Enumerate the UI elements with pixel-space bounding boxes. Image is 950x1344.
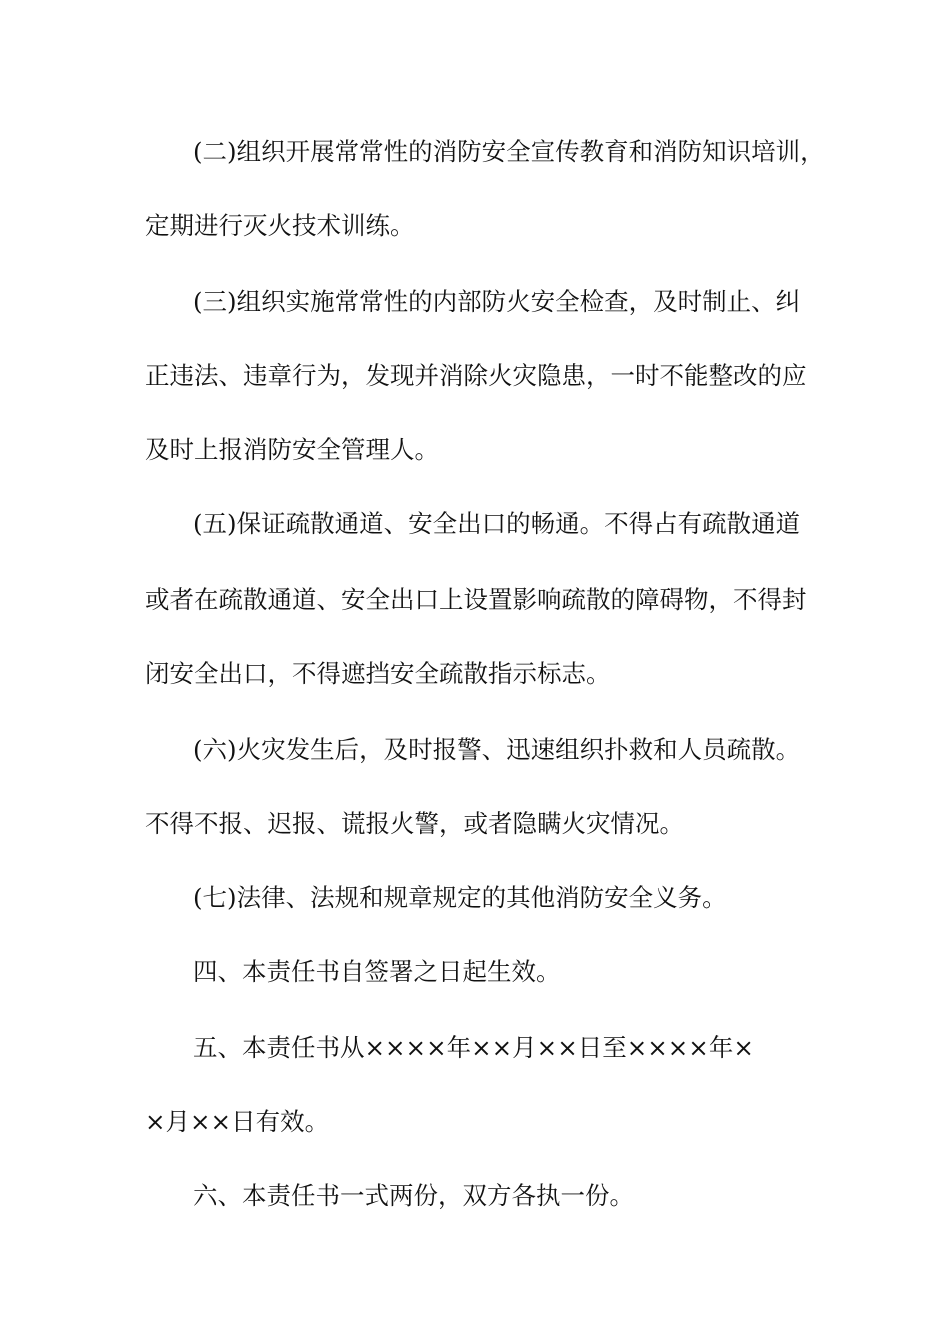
paragraph-line: ×月××日有效。 [145,1107,330,1136]
paragraph-line: 及时上报消防安全管理人。 [145,435,439,464]
paragraph-line: 正违法、违章行为，发现并消除火灾隐患，一时不能整改的应 [145,361,807,390]
paragraph-line: (六)火灾发生后，及时报警、迅速组织扑救和人员疏散。 [193,735,801,764]
paragraph-line: 六、本责任书一式两份，双方各执一份。 [193,1181,634,1210]
paragraph-line: (五)保证疏散通道、安全出口的畅通。不得占有疏散通道 [193,509,801,538]
paragraph-line: (二)组织开展常常性的消防安全宣传教育和消防知识培训， [193,137,825,166]
paragraph-line: 闭安全出口，不得遮挡安全疏散指示标志。 [145,659,611,688]
paragraph-line: (七)法律、法规和规章规定的其他消防安全义务。 [193,883,727,912]
paragraph-line: 或者在疏散通道、安全出口上设置影响疏散的障碍物，不得封 [145,585,807,614]
paragraph-line: 四、本责任书自签署之日起生效。 [193,957,561,986]
paragraph-line: 定期进行灭火技术训练。 [145,211,415,240]
paragraph-line: 五、本责任书从××××年××月××日至××××年× [193,1033,754,1062]
paragraph-line: 不得不报、迟报、谎报火警，或者隐瞒火灾情况。 [145,809,684,838]
paragraph-line: (三)组织实施常常性的内部防火安全检查，及时制止、纠 [193,287,801,316]
